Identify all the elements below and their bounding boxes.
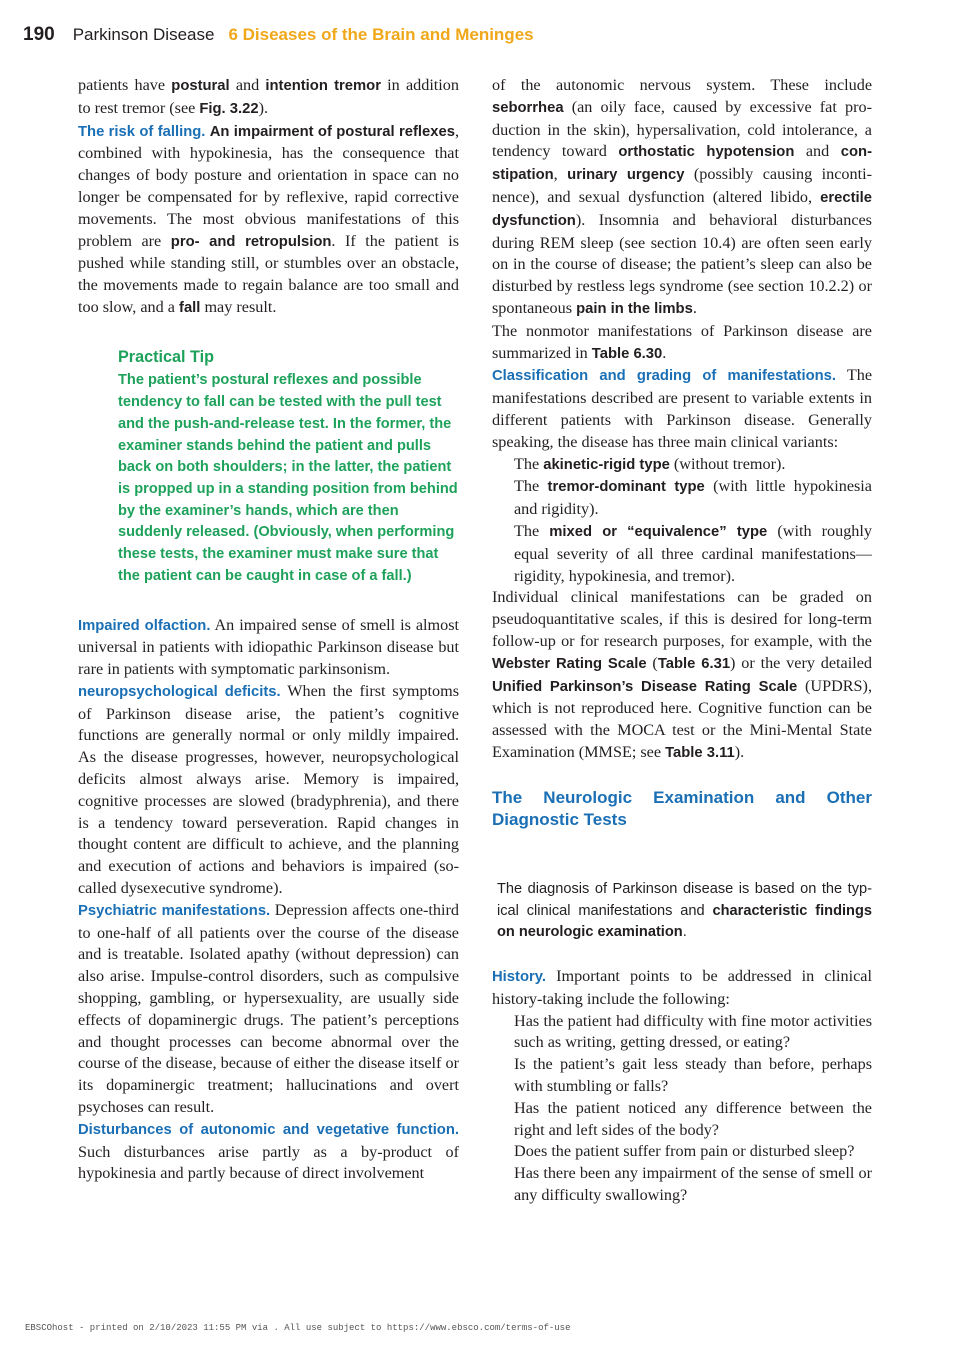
page-header xyxy=(23,24,936,50)
text: (with roughly equal severity of all three cardinal manifestations—rigidity, hypokinesia, and tremor). xyxy=(514,521,872,585)
bold-term: constipation xyxy=(492,144,872,184)
text: The xyxy=(514,521,550,540)
history-question: Does the patient suffer from pain or disturbed sleep? xyxy=(514,1142,855,1161)
bold-term: fall xyxy=(179,299,201,316)
page-number: 190 xyxy=(23,24,55,45)
text: ). Insomnia and behavioral disturbances during REM sleep (see section 10.4) are often seen early on in the course of disease; the patient’s sleep can also be disturbed by restless legs syndrome (see section 10.2.2) or spontaneous xyxy=(492,210,872,317)
bold-term: pain in the limbs xyxy=(576,300,693,317)
text: . If the patient is pushed while standing still, or stumbles over an obstacle, the movements made to regain balance are too small and too slow, and a xyxy=(78,231,459,316)
bold-term: orthostatic hypotension xyxy=(618,144,795,161)
bold-term: Unified Parkinson’s Disease Rating Scale xyxy=(492,678,798,695)
text: . xyxy=(682,924,687,941)
text: Depression affects one-third to one-half of all patients over the course of the disease and is treatable. Isolated apathy (without depression) can also arise. Impulse-control disorders, such as compulsive shopping, gambling, or hypersexuality, are usually side effects of dopaminergic drugs. The patient’s perceptions and thought processes can become abnormal over the course of the disease, because of either the disease itself or its dopaminergic treatment; hallucinations and overt psychoses can result. xyxy=(78,900,459,1117)
bold-term: intention tremor xyxy=(265,78,381,94)
run-in-heading: History. xyxy=(492,969,546,986)
history-question: Has the patient had difficulty with fine motor activities such as writing, getting dressed, or eating? xyxy=(514,1011,872,1052)
history-question: Has there been any impairment of the sense of smell or any difficulty swallowing? xyxy=(514,1164,872,1205)
bold-term: tremor-dominant type xyxy=(547,479,705,496)
text: The xyxy=(514,477,548,496)
text: may result. xyxy=(200,297,277,316)
text: The nonmotor manifestations of Parkinson disease are summarized in xyxy=(492,321,872,362)
list-item xyxy=(492,521,872,587)
figure-reference: Fig. 3.22 xyxy=(199,100,259,117)
text: (an oily face, caused by excessive fat production in the skin), hypersalivation, cold intolerance, a tendency toward xyxy=(492,97,872,161)
text: and xyxy=(794,142,841,161)
bold-term: akinetic-rigid type xyxy=(543,456,670,473)
run-in-heading: The risk of falling. xyxy=(78,123,206,140)
text: in addition to rest tremor (see xyxy=(78,76,459,117)
text: ( xyxy=(646,653,658,672)
practical-tip-box xyxy=(118,347,461,588)
bold-term: urinary urgency xyxy=(567,167,685,184)
chapter-title: 6 Diseases of the Brain and Meninges xyxy=(228,25,534,44)
text: Such disturbances arise partly as a by-product of hypokinesia and partly because of direct involvement xyxy=(78,1142,459,1183)
right-column xyxy=(492,75,872,1207)
paragraph-autonomic xyxy=(78,1119,459,1185)
paragraph-risk-of-falling xyxy=(78,121,459,320)
bold-term: postural xyxy=(171,78,230,94)
text: Important points to be addressed in clinical history-taking include the following: xyxy=(492,967,872,1008)
paragraph-tremor xyxy=(78,75,459,121)
text: patients have xyxy=(78,76,172,94)
paragraph-nonmotor xyxy=(492,321,872,366)
text: . xyxy=(662,343,667,362)
history-block xyxy=(492,966,872,1207)
paragraph-grading xyxy=(492,587,872,764)
run-in-heading: Impaired olfaction. xyxy=(78,617,211,634)
bold-term: Webster Rating Scale xyxy=(492,655,647,672)
bold-term: erectile dysfunction xyxy=(492,189,872,229)
bold-term: pro- and retropulsion xyxy=(170,233,332,250)
text: . xyxy=(692,298,697,317)
table-reference: Table 6.31 xyxy=(657,655,731,672)
bold-term: An impairment of postural reflexes xyxy=(209,123,455,140)
run-in-heading: neuropsychological deficits. xyxy=(78,683,281,700)
history-question: Is the patient’s gait less steady than before, perhaps with stumbling or falls? xyxy=(514,1055,872,1096)
text: , xyxy=(553,165,568,184)
practical-tip-title: Practical Tip xyxy=(118,347,214,366)
bold-term: characteristic findings on neurologic examination xyxy=(497,902,872,941)
text: ). xyxy=(734,742,745,761)
run-in-heading: Psychiatric manifestations. xyxy=(78,902,271,919)
table-reference: Table 3.11 xyxy=(665,744,735,761)
text: An impaired sense of smell is almost universal in patients with idiopathic Parkinson disease but rare in patients with symptomatic parkinsonism. xyxy=(78,615,459,679)
text: (with little hypokinesia and rigidity). xyxy=(514,477,872,519)
print-footer: EBSCOhost - printed on 2/10/2023 11:55 PM via . All use subject to https://www.ebsco.com/terms-of-use xyxy=(25,1323,571,1333)
text: of the autonomic nervous system. These include xyxy=(492,76,872,94)
section-heading: The Neurologic Examination and Other Diagnostic Tests xyxy=(492,787,872,829)
text: ) or the very detailed xyxy=(730,653,872,672)
variant-list xyxy=(492,454,872,588)
running-title: Parkinson Disease xyxy=(72,25,215,44)
text: and xyxy=(229,76,266,94)
paragraph-neuropsychological xyxy=(78,681,459,900)
list-item xyxy=(492,476,872,521)
practical-tip-text: The patient’s postural reflexes and possible tendency to fall can be tested with the pull test and the push-and-release test. In the former, the examiner stands behind the patient and pulls back on both shoulders; in the latter, the patient is propped up in a standing position from behind by the examiner’s hands, which are then suddenly released. (Obviously, when performing these tests, the examiner must make sure that the patient can be caught in case of a fall.) xyxy=(118,372,458,584)
paragraph-classification xyxy=(492,365,872,453)
text: (without tremor). xyxy=(669,454,786,473)
text: Individual clinical manifestations can be graded on pseudoquantitative scales, if this is desired for long-term follow-up or for research purposes, for example, with the xyxy=(492,588,872,650)
text: , combined with hypokinesia, has the consequence that changes of body posture and orientation in space can no longer be compensated for by reflexive, rapid corrective movements. The most obvious manifestations of this problem are xyxy=(78,121,459,250)
list-item xyxy=(492,454,872,477)
section-intro xyxy=(497,879,872,944)
paragraph-autonomic-continued xyxy=(492,75,872,321)
left-column xyxy=(78,75,459,1185)
run-in-heading: Disturbances of autonomic and vegetative function. xyxy=(78,1121,459,1138)
history-question: Has the patient noticed any difference between the right and left sides of the body? xyxy=(514,1098,872,1139)
bold-term: seborrhea xyxy=(492,99,564,116)
text: When the first symptoms of Parkinson disease arise, the patient’s cognitive functions are generally normal or only mildly impaired. As the disease progresses, however, neuropsychological deficits almost always arise. Memory is impaired, cognitive processes are slowed (bradyphrenia), and there is a tendency toward perseveration. Rapid changes in thought content are difficult to achieve, and the planning and execution of actions and behaviors is impaired (so-called dysexecutive syndrome). xyxy=(78,681,459,898)
text: ). xyxy=(258,98,269,117)
text: (UPDRS), which is not reproduced here. Cognitive function can be assessed with the MOCA test or the Mini-Mental State Examination (MMSE; see xyxy=(492,676,872,761)
text: (possibly causing incontinence), and sexual dysfunction (altered libido, xyxy=(492,165,872,206)
text: The manifestations described are present to variable extents in different patients with Parkinson disease. Generally speaking, the disease has three main clinical variants: xyxy=(492,366,873,451)
paragraph-psychiatric xyxy=(78,900,459,1119)
bold-term: mixed or “equivalence” type xyxy=(549,523,768,540)
table-reference: Table 6.30 xyxy=(591,345,663,362)
paragraph-history xyxy=(492,966,872,1011)
text: The diagnosis of Parkinson disease is based on the typical clinical manifestations and xyxy=(497,880,872,919)
text: The xyxy=(514,454,544,473)
paragraph-olfaction xyxy=(78,615,459,681)
run-in-heading: Classification and grading of manifestations. xyxy=(492,368,837,385)
